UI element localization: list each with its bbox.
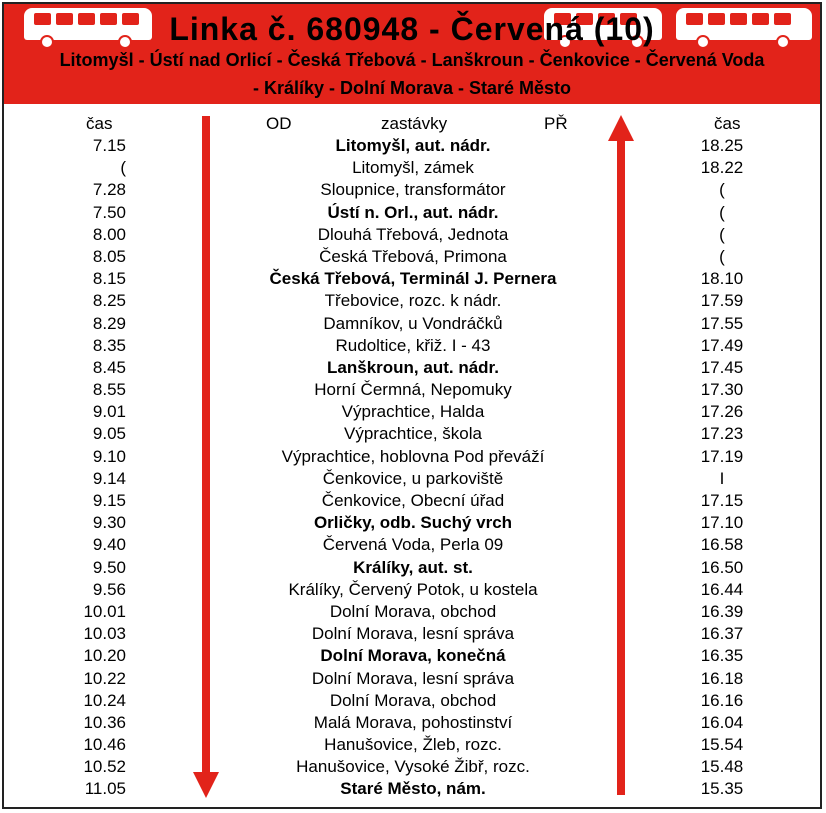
stop-name: Výprachtice, hoblovna Pod převáží	[281, 446, 545, 466]
departure-time-return: (	[719, 180, 725, 200]
timetable-rows	[4, 135, 820, 801]
table-row	[4, 135, 820, 157]
stop-name: Dolní Morava, obchod	[329, 690, 497, 710]
departure-time-outbound: 8.00	[92, 224, 126, 244]
departure-time-outbound: 10.24	[83, 690, 126, 710]
departure-time-return: 15.35	[700, 779, 744, 799]
table-row	[4, 579, 820, 601]
departure-time-return: 17.26	[700, 402, 744, 422]
table-row	[4, 446, 820, 468]
stop-name: Orličky, odb. Suchý vrch	[313, 513, 513, 533]
table-row	[4, 357, 820, 379]
departure-time-return: 16.04	[700, 712, 744, 732]
stop-name: Horní Čermná, Nepomuky	[314, 380, 512, 400]
departure-time-outbound: 8.25	[92, 291, 126, 311]
departure-time-outbound: 10.03	[83, 624, 126, 644]
stop-name: Rudoltice, křiž. I - 43	[335, 335, 491, 355]
departure-time-outbound: 10.36	[83, 712, 126, 732]
departure-time-return: 15.48	[700, 757, 744, 777]
column-header-stops: zastávky	[381, 114, 448, 133]
departure-time-outbound: 9.05	[92, 424, 126, 444]
stop-name: Malá Morava, pohostinství	[313, 712, 513, 732]
departure-time-outbound: 7.28	[92, 180, 126, 200]
table-row	[4, 512, 820, 534]
table-row	[4, 157, 820, 179]
departure-time-outbound: 8.29	[92, 313, 126, 333]
stop-name: Sloupnice, transformátor	[320, 180, 506, 200]
table-row	[4, 690, 820, 712]
table-row	[4, 468, 820, 490]
stop-name: Králíky, Červený Potok, u kostela	[288, 579, 538, 599]
departure-time-return: (	[719, 246, 725, 266]
table-row	[4, 557, 820, 579]
departure-time-outbound: 10.22	[83, 668, 126, 688]
stop-name: Čenkovice, u parkoviště	[322, 468, 504, 488]
stop-name: Dolní Morava, lesní správa	[311, 624, 515, 644]
table-row	[4, 268, 820, 290]
column-header-time-left: čas	[86, 114, 113, 133]
departure-time-return: 17.59	[700, 291, 744, 311]
table-row	[4, 756, 820, 778]
departure-time-return: (	[719, 224, 725, 244]
column-header-time-right: čas	[714, 114, 741, 133]
stop-name: Hanušovice, Vysoké Žibř, rozc.	[296, 757, 530, 777]
stop-name: Králíky, aut. st.	[353, 557, 473, 577]
departure-time-outbound: 9.01	[92, 402, 126, 422]
departure-time-return: 17.49	[700, 335, 744, 355]
stop-name: Dolní Morava, obchod	[329, 601, 497, 621]
column-header-od: OD	[266, 114, 292, 133]
departure-time-return: 16.37	[700, 624, 744, 644]
table-row	[4, 313, 820, 335]
departure-time-return: 17.15	[700, 491, 744, 510]
departure-time-outbound: 9.50	[92, 557, 126, 577]
departure-time-outbound: 9.15	[92, 491, 126, 510]
stop-name: Čenkovice, Obecní úřad	[321, 491, 505, 510]
column-header-pr: PŘ	[544, 114, 568, 133]
departure-time-return: 17.30	[700, 380, 744, 400]
departure-time-return: 17.45	[700, 357, 744, 377]
departure-time-return: I	[719, 468, 725, 488]
departure-time-return: (	[719, 202, 725, 222]
departure-time-return: 16.39	[700, 601, 744, 621]
stop-name: Litomyšl, zámek	[352, 158, 474, 178]
departure-time-outbound: 8.15	[92, 269, 126, 289]
departure-time-return: 18.22	[700, 158, 744, 178]
departure-time-return: 16.18	[700, 668, 744, 688]
departure-time-outbound: 7.50	[92, 202, 126, 222]
table-row	[4, 534, 820, 556]
table-row	[4, 224, 820, 246]
departure-time-return: 15.54	[700, 735, 744, 755]
departure-time-outbound: 8.05	[92, 246, 126, 266]
departure-time-return: 17.23	[700, 424, 744, 444]
departure-time-outbound: 11.05	[84, 779, 126, 799]
departure-time-outbound: 8.45	[92, 357, 126, 377]
departure-time-return: 16.50	[700, 557, 744, 577]
header-banner	[4, 4, 820, 104]
departure-time-outbound: (	[120, 158, 126, 178]
stop-name: Ústí n. Orl., aut. nádr.	[327, 202, 499, 222]
table-row	[4, 290, 820, 312]
departure-time-outbound: 7.15	[92, 136, 126, 155]
stop-name: Litomyšl, aut. nádr.	[335, 136, 491, 155]
route-description-line-2: - Králíky - Dolní Morava - Staré Město	[252, 78, 572, 98]
stop-name: Červená Voda, Perla 09	[322, 535, 504, 555]
timetable-card	[2, 2, 822, 809]
stop-name: Dolní Morava, konečná	[320, 646, 506, 666]
departure-time-return: 17.19	[700, 446, 744, 466]
stop-name: Dlouhá Třebová, Jednota	[317, 224, 509, 244]
departure-time-outbound: 9.14	[92, 468, 126, 488]
table-row	[4, 379, 820, 401]
departure-time-return: 16.58	[700, 535, 744, 555]
table-row	[4, 490, 820, 512]
table-row	[4, 601, 820, 623]
table-row	[4, 335, 820, 357]
stop-name: Staré Město, nám.	[340, 779, 486, 799]
table-row	[4, 423, 820, 445]
stop-name: Třebovice, rozc. k nádr.	[324, 291, 502, 311]
stop-name: Výprachtice, Halda	[341, 402, 485, 422]
stop-name: Dolní Morava, lesní správa	[311, 668, 515, 688]
departure-time-outbound: 9.10	[92, 446, 126, 466]
departure-time-outbound: 10.46	[83, 735, 126, 755]
table-row	[4, 401, 820, 423]
departure-time-return: 18.25	[700, 136, 744, 155]
table-row	[4, 202, 820, 224]
departure-time-return: 17.55	[700, 313, 744, 333]
departure-time-outbound: 9.40	[92, 535, 126, 555]
table-row	[4, 645, 820, 667]
departure-time-return: 18.10	[700, 269, 744, 289]
stop-name: Česká Třebová, Terminál J. Pernera	[269, 269, 557, 289]
table-row	[4, 778, 820, 800]
stop-name: Lanškroun, aut. nádr.	[327, 357, 499, 377]
departure-time-outbound: 9.56	[92, 579, 126, 599]
departure-time-outbound: 8.55	[92, 380, 126, 400]
table-row	[4, 179, 820, 201]
departure-time-outbound: 9.30	[92, 513, 126, 533]
table-row	[4, 712, 820, 734]
line-title: Linka č. 680948 - Červená (10)	[169, 11, 655, 47]
stop-name: Damníkov, u Vondráčků	[323, 313, 503, 333]
departure-time-outbound: 8.35	[92, 335, 126, 355]
table-row	[4, 668, 820, 690]
departure-time-outbound: 10.20	[83, 646, 126, 666]
departure-time-return: 16.35	[700, 646, 744, 666]
departure-time-return: 16.16	[700, 690, 744, 710]
table-row	[4, 734, 820, 756]
departure-time-outbound: 10.52	[83, 757, 126, 777]
table-row	[4, 246, 820, 268]
departure-time-return: 17.10	[700, 513, 744, 533]
stop-name: Česká Třebová, Primona	[319, 246, 507, 266]
route-description-line-1: Litomyšl - Ústí nad Orlicí - Česká Třebová - Lanškroun - Čenkovice - Červená Voda	[59, 50, 765, 70]
stop-name: Výprachtice, škola	[344, 424, 482, 444]
stop-name: Hanušovice, Žleb, rozc.	[324, 735, 502, 755]
departure-time-outbound: 10.01	[83, 601, 126, 621]
departure-time-return: 16.44	[700, 579, 744, 599]
table-row	[4, 623, 820, 645]
